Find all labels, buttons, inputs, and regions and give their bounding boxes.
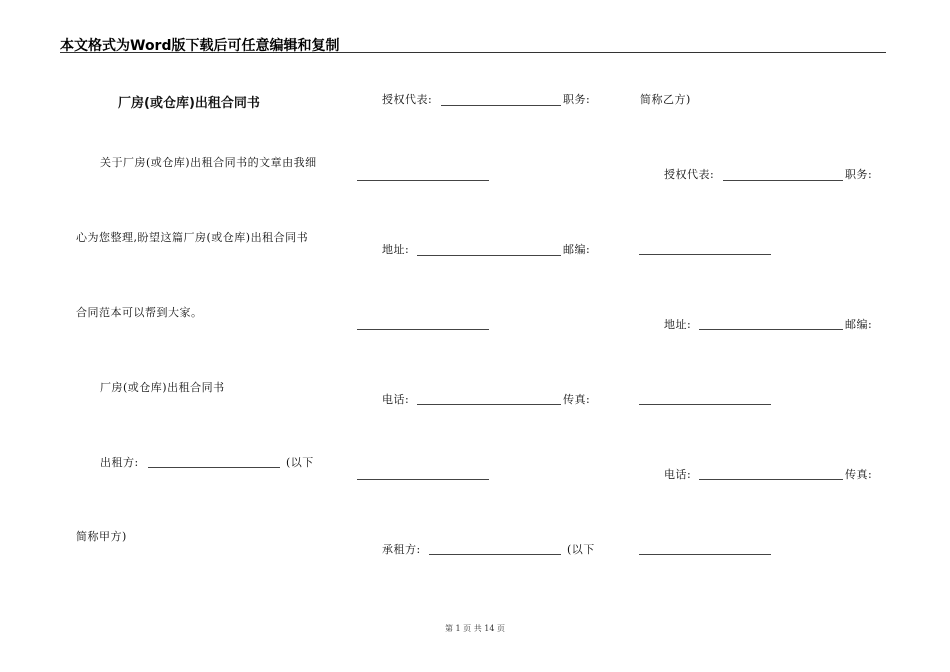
lessor-phone-label: 电话:	[382, 393, 410, 406]
lessor-alias: 简称甲方)	[76, 530, 127, 543]
lessor-address-label: 地址:	[382, 243, 410, 256]
lessor-position-blank[interactable]	[357, 180, 489, 181]
lessee-position-label: 职务:	[845, 168, 873, 181]
lessee-address-label: 地址:	[664, 318, 692, 331]
lessee-fax-blank[interactable]	[639, 554, 771, 555]
document-title: 厂房(或仓库)出租合同书	[118, 96, 260, 111]
intro-line-2: 心为您整理,盼望这篇厂房(或仓库)出租合同书	[76, 231, 309, 244]
lessor-rep-label: 授权代表:	[382, 93, 433, 106]
lessor-position-label: 职务:	[563, 93, 591, 106]
lessee-postcode-label: 邮编:	[845, 318, 873, 331]
lessor-rep-blank[interactable]	[441, 105, 561, 106]
lessor-suffix: (以下	[286, 456, 314, 469]
lessor-address-blank[interactable]	[417, 255, 561, 256]
lessee-suffix: (以下	[567, 543, 595, 556]
lessor-phone-blank[interactable]	[417, 404, 561, 405]
intro-line-1: 关于厂房(或仓库)出租合同书的文章由我细	[100, 156, 317, 169]
lessee-phone-label: 电话:	[664, 468, 692, 481]
lessee-rep-blank[interactable]	[723, 180, 843, 181]
lessee-label: 承租方:	[382, 543, 421, 556]
lessor-fax-blank[interactable]	[357, 479, 489, 480]
header-divider	[60, 52, 886, 53]
lessee-postcode-blank[interactable]	[639, 404, 771, 405]
lessor-postcode-blank[interactable]	[357, 329, 489, 330]
lessor-blank[interactable]	[148, 467, 280, 468]
contract-heading: 厂房(或仓库)出租合同书	[100, 381, 225, 394]
lessee-alias: 简称乙方)	[640, 93, 691, 106]
lessee-address-blank[interactable]	[699, 329, 843, 330]
lessee-blank[interactable]	[429, 554, 561, 555]
lessee-position-blank[interactable]	[639, 254, 771, 255]
intro-line-3: 合同范本可以帮到大家。	[76, 306, 203, 319]
lessor-fax-label: 传真:	[563, 393, 591, 406]
lessor-label: 出租方:	[100, 456, 139, 469]
page-number: 第 1 页 共 14 页	[445, 624, 505, 633]
lessee-fax-label: 传真:	[845, 468, 873, 481]
page-header-text: 本文格式为Word版下载后可任意编辑和复制	[60, 38, 340, 54]
lessee-rep-label: 授权代表:	[664, 168, 715, 181]
lessee-phone-blank[interactable]	[699, 479, 843, 480]
lessor-postcode-label: 邮编:	[563, 243, 591, 256]
